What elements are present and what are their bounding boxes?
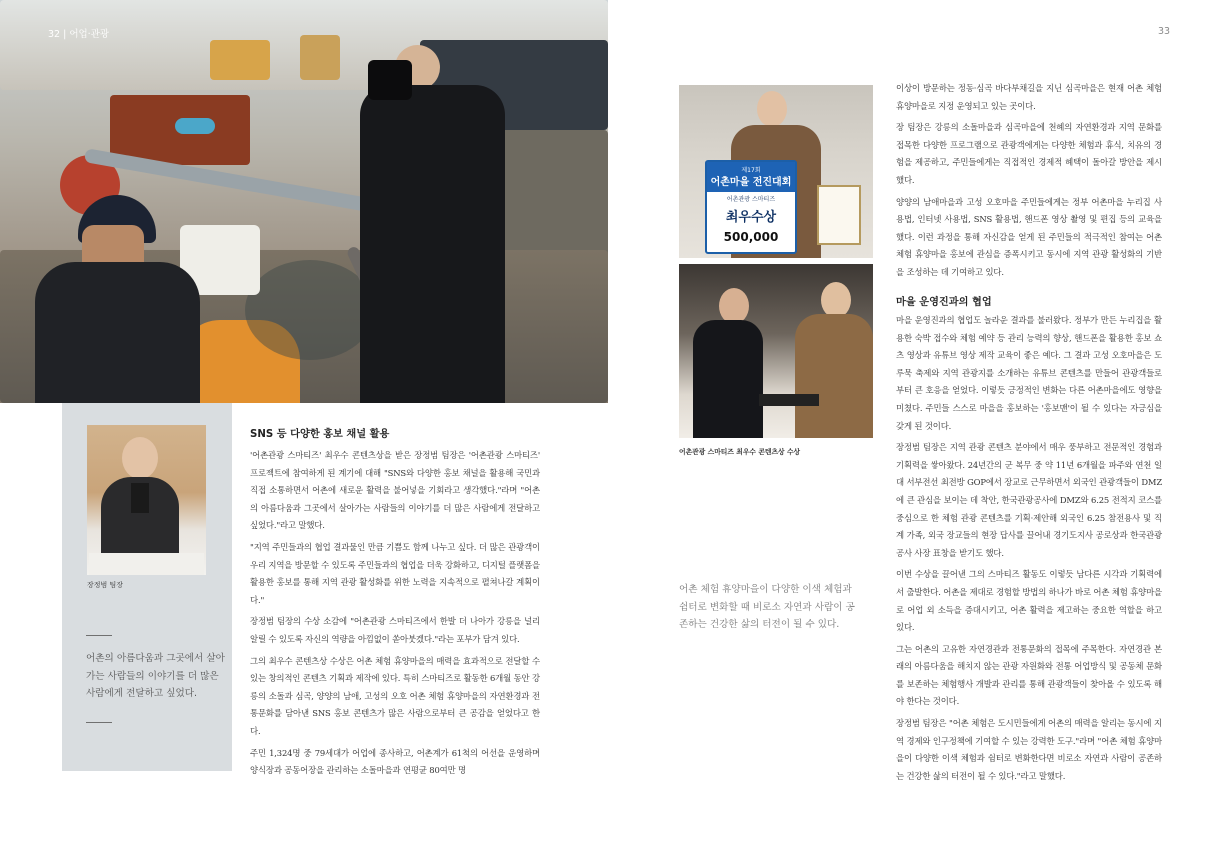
- article-column-right-top: [896, 80, 1162, 286]
- paragraph: 그의 최우수 콘텐츠상 수상은 어촌 체험 휴양마을의 매력을 효과적으로 전달할 수 있는 창의적인 콘텐츠 기획과 제작에 있다. 특히 스마티즈로 활동한 6개월 동안 강릉의 소돌과 심곡, 양양의 남애, 고성의 오호 어촌 체험 휴양마을의 자연환경과 전통문화를 담아낸 SNS 홍보 콘텐츠가 많은 사람으로부터 큰 공감을 얻었다고 한다.: [250, 655, 540, 736]
- section-heading-collaboration: 마을 운영진과의 협업: [896, 297, 992, 308]
- paragraph: "지역 주민들과의 협업 결과물인 만큼 기쁨도 함께 나누고 싶다. 더 많은 관광객이 우리 지역을 방문할 수 있도록 주민들과의 협업을 더욱 강화하고, 디지털 플랫폼을 활용한 홍보를 통해 지역 관광 활성화를 위한 노력을 지속적으로 펼쳐나갈 계획이다.": [250, 541, 540, 605]
- folio-left: 32 | 어업·관광: [48, 29, 110, 40]
- section-heading-sns: SNS 등 다양한 홍보 채널 활용: [250, 429, 390, 440]
- paragraph: 장정범 팀장은 "어촌 체험은 도시민들에게 어촌의 매력을 알리는 동시에 지역 경제와 인구정책에 기여할 수 있는 강력한 도구."라며 "어촌 체험 휴양마을이 다양한 이색 체험과 쉼터로 변화한다면 비로소 자연과 사람이 공존하는 건강한 삶의 터전이 될 수 있다."라고 말했다.: [896, 718, 1162, 781]
- paragraph: 장정범 팀장의 수상 소감에 "어촌관광 스마티즈에서 한발 더 나아가 강릉을 널리 알릴 수 있도록 자신의 역량을 아낌없이 쏟아붓겠다."라는 포부가 담겨 있다.: [250, 616, 540, 644]
- award-photo: [679, 85, 873, 258]
- paragraph: 마을 운영진과의 협업도 놀라운 결과를 불러왔다. 정부가 만든 누리집을 활용한 숙박 접수와 체험 예약 등 관리 능력의 향상, 핸드폰을 활용한 홍보 쇼츠 영상과 유튜브 영상 제작 교육이 좋은 예다. 그 결과 고성 오호마을은 도루묵 축제와 지역 관광지를 소개하는 유튜브 콘텐츠를 만들어 관광객들로부터 큰 호응을 얻었다. 이렇듯 긍정적인 변화는 다른 어촌마을에도 영향을 미쳤다. 주민들 스스로 마을을 홍보하는 '홍보맨'이 될 수 있다는 자긍심을 갖게 된 것이다.: [896, 315, 1162, 431]
- portrait-caption: 장정범 팀장: [87, 581, 124, 589]
- article-column-right: [896, 312, 1162, 789]
- board-event: 어촌마을 전진대회: [710, 177, 792, 188]
- quote-rule-bottom: [86, 722, 112, 723]
- board-prize: 최우수상: [725, 210, 777, 225]
- paragraph: 양양의 남애마을과 고성 오호마을 주민들에게는 정부 어촌마을 누리집 사용법, 인터넷 사용법, SNS 활용법, 핸드폰 영상 촬영 및 편집 등의 교육을 했다. 이런 과정을 통해 자신감을 얻게 된 주민들의 적극적인 참여는 어촌 체험 휴양마을 홍보에 관심을 증폭시키고 동시에 지역 관광 활성화의 기반을 조성하는 데 기여하고 있다.: [896, 196, 1162, 277]
- paragraph: '어촌관광 스마티즈' 최우수 콘텐츠상을 받은 장정범 팀장은 '어촌관광 스마티즈' 프로젝트에 참여하게 된 계기에 대해 "SNS와 다양한 홍보 채널을 활용해 국민과 직접 소통하면서 어촌에 새로운 활력을 불어넣을 기회라고 생각했다."라며 "어촌의 아름다움과 그곳에서 살아가는 사람들의 이야기를 더 많은 사람에게 전달하고 싶었다."라고 말했다.: [250, 450, 540, 531]
- paragraph: 이번 수상을 끌어낸 그의 스마티즈 활동도 이렇듯 남다른 시각과 기획력에서 출발한다. 어촌을 제대로 경험할 방법의 하나가 바로 어촌 체험 휴양마을로 어업 외 소득을 증대시키고, 어촌 활력을 제고하는 중요한 역할을 하고 있다.: [896, 569, 1162, 633]
- board-edition: 제17회: [741, 167, 761, 174]
- portrait-photo: [87, 425, 206, 575]
- folio-right: 33: [1158, 26, 1171, 37]
- paragraph: 그는 어촌의 고유한 자연경관과 전통문화의 접목에 주목한다. 자연경관 본래의 아름다움을 해치지 않는 관광 자원화와 전통 어업방식 및 공동체 문화를 보존하는 체험행사 개발과 관리를 통해 관광객들이 찾아올 수 있도록 해야 한다는 것이다.: [896, 643, 1162, 707]
- board-amount: 500,000: [723, 230, 779, 244]
- paragraph: 주민 1,324명 중 79세대가 어업에 종사하고, 어촌계가 61척의 어선을 운영하며 양식장과 공동어장을 관리하는 소돌마을과 연평균 80여만 명: [250, 747, 540, 776]
- award-board: [705, 160, 797, 254]
- paragraph: 이상이 방문하는 정동·심곡 바다부채길을 지닌 심곡마을은 현재 어촌 체험 휴양마을로 지정 운영되고 있는 곳이다.: [896, 83, 1162, 111]
- pull-quote-left: 어촌의 아름다움과 그곳에서 살아가는 사람들의 이야기를 더 많은 사람에게 전달하고 싶었다.: [86, 653, 225, 700]
- paragraph: 장 팀장은 강릉의 소돌마을과 심곡마을에 천혜의 자연환경과 지역 문화를 접목한 다양한 프로그램으로 관광객에게는 다양한 체험과 휴식, 치유의 경험을 제공하고, 주민들에게는 직접적인 경제적 혜택이 돌아갈 방안을 제시했다.: [896, 122, 1162, 185]
- hero-photo-fishing-port: [0, 0, 608, 403]
- photo-caption: 어촌관광 스마티즈 최우수 콘텐츠상 수상: [679, 448, 801, 456]
- ceremony-photo: [679, 264, 873, 438]
- quote-rule-top: [86, 635, 112, 636]
- article-column-left: [250, 447, 540, 784]
- certificate: [817, 185, 861, 245]
- paragraph: 장정범 팀장은 지역 관광 콘텐츠 분야에서 매우 풍부하고 전문적인 경험과 기획력을 쌓아왔다. 24년간의 군 복무 중 약 11년 6개월을 파주와 연천 일대 서부전선 최전방 GOP에서 장교로 근무하면서 외국인 관광객들이 DMZ에 큰 관심을 보이는 데 착안, 한국관광공사에 DMZ와 6.25 전적지 코스를 중심으로 한 체험 관광 콘텐츠를 기획·제안해 외국인 6.25 참전용사 및 직계 가족, 외국 장교들의 현장 답사를 끌어내 경기도지사 공로상과 한국관광공사 사장 표창을 받기도 했다.: [896, 442, 1162, 558]
- board-program: 어촌관광 스마티즈: [726, 196, 776, 203]
- pull-quote-right: 어촌 체험 휴양마을이 다양한 이색 체험과 쉼터로 변화할 때 비로소 자연과 사람이 공존하는 건강한 삶의 터전이 될 수 있다.: [679, 584, 855, 631]
